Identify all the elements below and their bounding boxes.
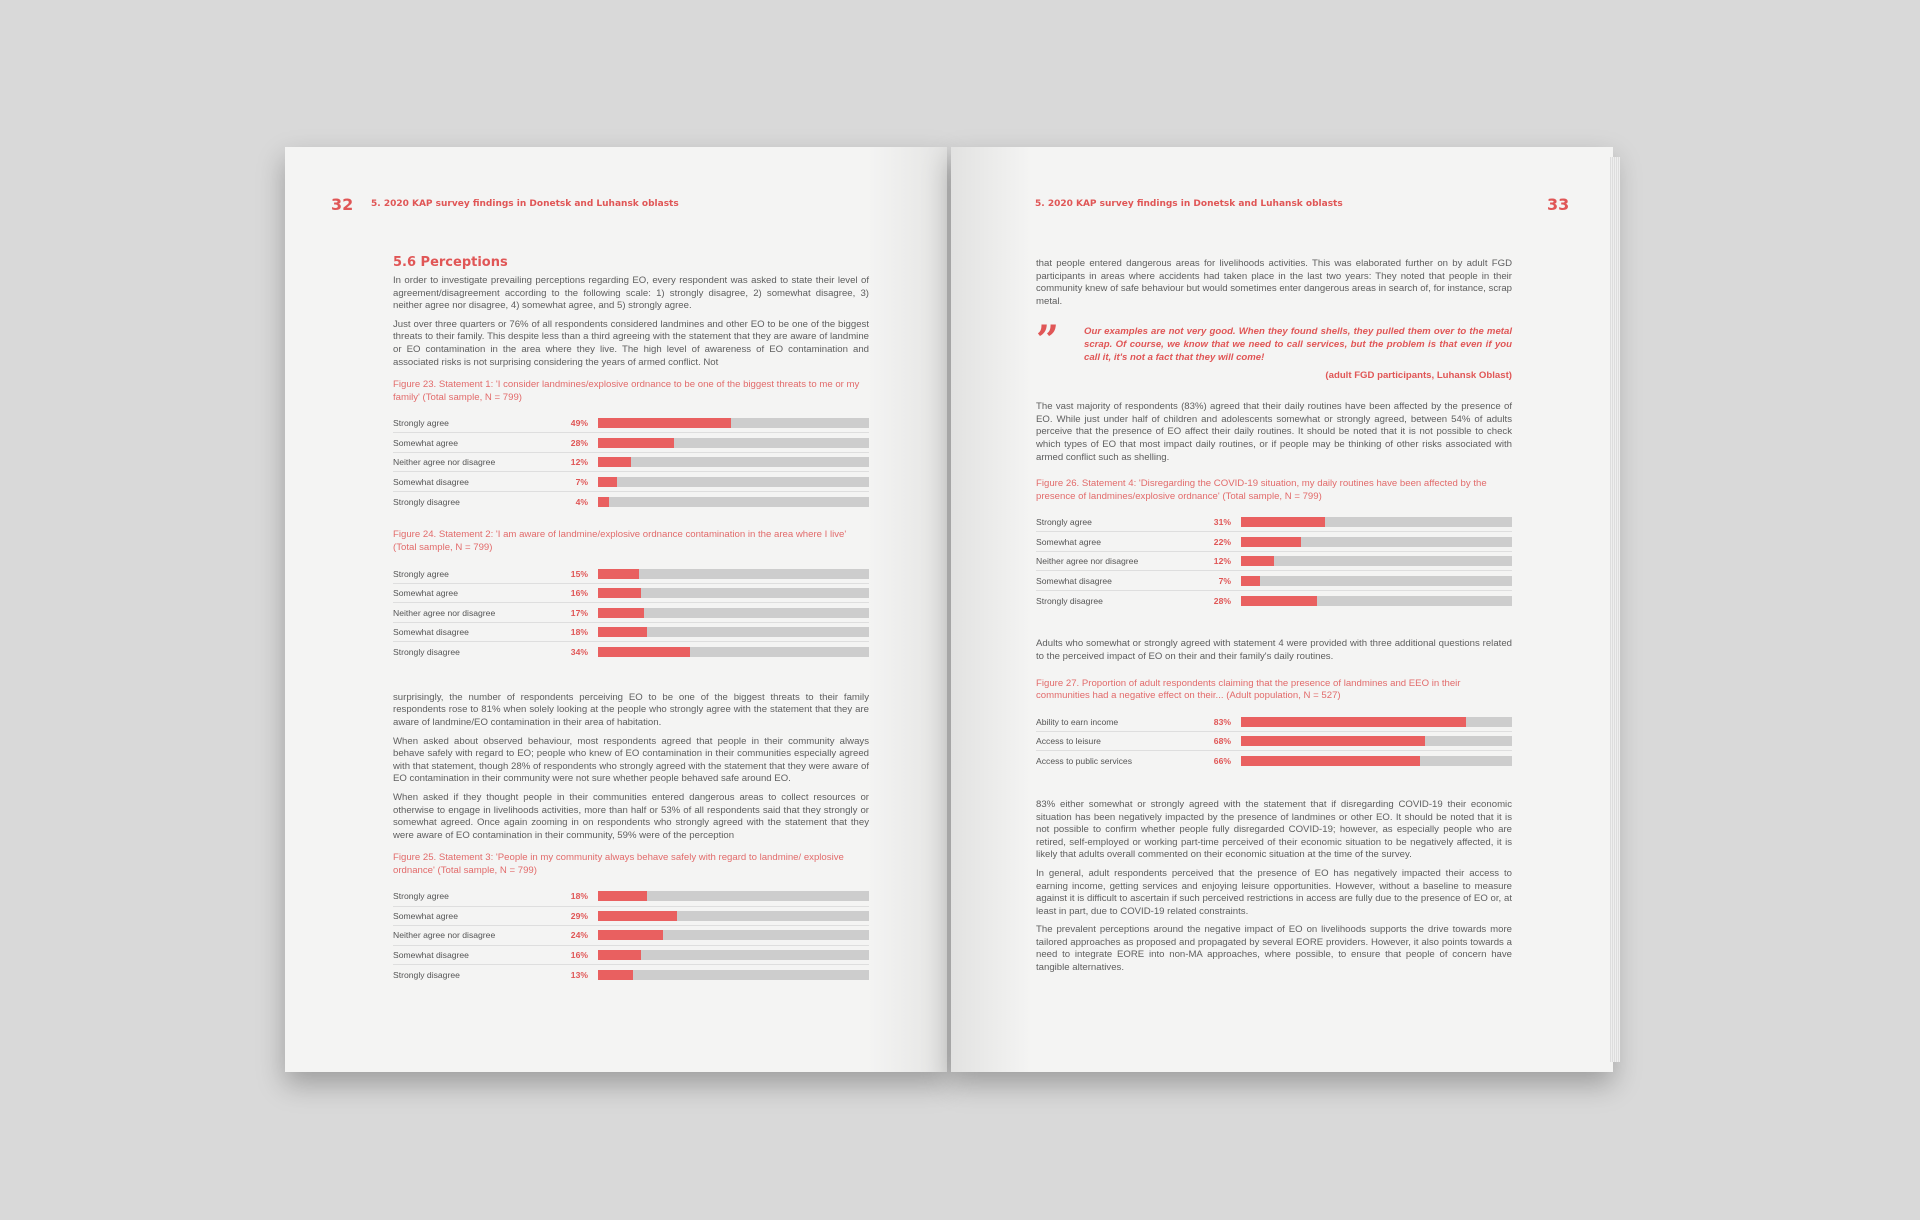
bar-label: Strongly agree [393,568,449,579]
bar-row [393,603,869,623]
bar-row [393,946,869,966]
bar-value-label: 13% [570,969,588,980]
left-content [393,255,869,999]
bar [598,891,647,901]
bar-label: Somewhat disagree [393,627,469,638]
bar-label: Somewhat disagree [393,949,469,960]
bar [598,627,647,637]
bar-label: Neither agree nor disagree [1036,556,1139,567]
open-booklet [285,147,1630,1077]
quote-source: (adult FGD participants, Luhansk Oblast) [1325,370,1512,382]
quote-text: Our examples are not very good. When they found shells, they pulled them over to the metal scrap. Of course, we know that we need to call services, but the problem is that even if you call it, it's not a fact that they will come! [1084,326,1512,363]
bar-value-label: 7% [1218,575,1231,586]
figure-caption: Figure 26. Statement 4: 'Disregarding the COVID-19 situation, my daily routines have been affected by the presence of landmines/explosive ordnance' (Total sample, N = 799) [1036,478,1487,502]
bar [598,438,674,448]
bar-value-label: 4% [575,496,588,507]
bar-chart [393,564,869,662]
bar-track [598,608,869,618]
bar-label: Neither agree nor disagree [393,607,496,618]
body-paragraph: In order to investigate prevailing perceptions regarding EO, every respondent was asked to state their level of agreement/disagreement according to the following scale: 1) strongly disagree, 2) somewhat disagree, 3) neither agree nor disagree, 4) somewhat agree, and 5) strongly agree. [393,275,869,312]
bar-track [598,911,869,921]
bar-track [1241,717,1512,727]
bar-row [393,472,869,492]
bar-label: Somewhat agree [1036,536,1101,547]
body-paragraph: surprisingly, the number of respondents perceiving EO to be one of the biggest threats to their family respondents rose to 81% when solely looking at the people who strongly agree with the statement that they are aware of landmine/EO contamination in their area of habitation. [393,691,869,728]
bar-row [1036,571,1512,591]
bar [1241,556,1274,566]
bar-row [393,453,869,473]
bar-label: Strongly agree [393,418,449,429]
body-paragraph: The prevalent perceptions around the negative impact of EO on livelihoods supports the drive towards more tailored approaches as proposed and propagated by several EORE providers. However, it also points towards a need to integrate EORE into non-MA approaches, where possible, to ensure that people of concern have tangible alternatives. [1036,924,1512,974]
bar-value-label: 83% [1213,716,1231,727]
section-title: 5.6 Perceptions [393,255,508,270]
bar [598,930,663,940]
bar-label: Neither agree nor disagree [393,457,496,468]
pull-quote [1036,317,1512,382]
bar-chart [1036,513,1512,611]
bar [1241,537,1301,547]
bar-value-label: 22% [1213,536,1231,547]
bar-track [598,970,869,980]
bar [598,647,690,657]
bar-row [393,907,869,927]
bar [1241,756,1420,766]
bar-label: Strongly disagree [393,969,460,980]
bar-value-label: 7% [575,476,588,487]
bar [598,608,644,618]
bar-value-label: 12% [1213,556,1231,567]
bar-label: Neither agree nor disagree [393,930,496,941]
bar-row [1036,513,1512,533]
body-paragraph: that people entered dangerous areas for livelihoods activities. This was elaborated further on by adult FGD participants in areas where accidents had taken place in the last two years: They noted that people in their community knew of safe behaviour but would sometimes enter dangerous areas in search of, for instance, scrap metal. [1036,258,1512,307]
bar-track [1241,576,1512,586]
bar-row [393,584,869,604]
bar-value-label: 15% [570,568,588,579]
bar [598,588,641,598]
bar-row [393,642,869,662]
running-head: 5. 2020 KAP survey findings in Donetsk and Luhansk oblasts [371,199,679,209]
bar-label: Access to public services [1036,756,1132,767]
right-content [1036,258,1512,981]
bar-value-label: 16% [570,949,588,960]
bar-track [598,569,869,579]
bar [1241,596,1317,606]
page-edge [1610,157,1620,1062]
bar-track [598,438,869,448]
bar-label: Somewhat disagree [1036,575,1112,586]
bar-row [393,414,869,434]
bar-value-label: 29% [570,910,588,921]
bar-track [598,950,869,960]
figure-caption: Figure 24. Statement 2: 'I am aware of landmine/explosive ordnance contamination in the area where I live' (Total sample, N = 799) [393,529,847,553]
bar-track [1241,736,1512,746]
bar-track [598,457,869,467]
body-paragraph: The vast majority of respondents (83%) agreed that their daily routines have been affected by the presence of EO. While just under half of children and adolescents somewhat or strongly agreed, between 54% of adults perceive that the presence of EO affect their daily routines. It should be noted that it is not possible to check which types of EO that most impact daily routines, or if people may be thinking of other risks associated with armed conflict such as shelling. [1036,401,1512,463]
bar [598,477,617,487]
bar-row [1036,712,1512,732]
bar-label: Strongly disagree [393,496,460,507]
bar-label: Access to leisure [1036,736,1101,747]
bar-row [393,965,869,985]
bar-row [393,926,869,946]
bar-value-label: 28% [1213,595,1231,606]
bar-value-label: 68% [1213,736,1231,747]
quote-mark-icon: ” [1036,317,1060,365]
bar [598,970,633,980]
bar-label: Strongly disagree [1036,595,1103,606]
bar-chart [393,414,869,512]
bar [598,497,609,507]
figure-caption: Figure 27. Proportion of adult respondents claiming that the presence of landmines and EEO in their communities had a negative effect on their... (Adult population, N = 527) [1036,677,1461,702]
bar-chart [1036,712,1512,771]
bar-track [598,891,869,901]
bar [1241,717,1466,727]
bar-row [393,623,869,643]
bar-row [1036,751,1512,771]
bar [598,911,677,921]
bar [1241,576,1260,586]
bar-track [598,588,869,598]
bar-row [1036,732,1512,752]
bar-value-label: 49% [570,418,588,429]
bar-track [598,627,869,637]
bar-row [393,887,869,907]
bar-label: Somewhat agree [393,588,458,599]
bar-value-label: 12% [570,457,588,468]
bar-value-label: 24% [570,930,588,941]
bar-track [598,930,869,940]
bar [1241,517,1325,527]
bar [598,418,731,428]
bar-label: Strongly disagree [393,647,460,658]
bar [598,457,631,467]
bar-value-label: 28% [570,437,588,448]
bar-value-label: 66% [1213,756,1231,767]
body-paragraph: When asked about observed behaviour, most respondents agreed that people in their community always behave safely with regard to EO; people who knew of EO contamination in their communities especially agreed with that statement, though 28% of respondents who strongly agreed with the statement that they were aware of EO contamination in their community were not sure whether people behaved safe around EO. [393,735,869,785]
bar-track [1241,556,1512,566]
body-paragraph: When asked if they thought people in their communities entered dangerous areas to collect resources or otherwise to engage in livelihoods activities, more than half or 53% of all respondents said that they strongly or somewhat agreed. Once again zooming in on respondents who strongly agreed with the statement that they were aware of EO contamination in their community, 59% were of the perception [393,791,869,841]
bar-track [1241,537,1512,547]
bar-label: Ability to earn income [1036,716,1119,727]
bar-value-label: 16% [570,588,588,599]
bar-value-label: 31% [1213,517,1231,528]
body-paragraph: 83% either somewhat or strongly agreed with the statement that if disregarding COVID-19 their economic situation has been negatively impacted by the presence of landmines or other EO. It should be noted that it is not possible to confirm whether people fully disregarded COVID-19; however, as especially people who are retired, self-employed or working part-time perceived of their economic situation to be negatively affected, it is likely that adults overall commented on their economic situation at the time of the survey. [1036,798,1512,861]
bar-label: Strongly agree [393,891,449,902]
bar-chart [393,887,869,985]
bar-value-label: 18% [570,891,588,902]
bar-row [393,433,869,453]
bar-label: Somewhat agree [393,437,458,448]
page-number: 32 [331,195,354,214]
figure-caption: Figure 25. Statement 3: 'People in my community always behave safely with regard to landmine/ explosive ordnance' (Total sample, N = 799) [393,852,844,876]
right-page [951,147,1613,1072]
bar-value-label: 17% [570,607,588,618]
bar [598,569,639,579]
bar-row [393,564,869,584]
bar-row [1036,591,1512,611]
bar [598,950,641,960]
bar-track [598,418,869,428]
bar-row [1036,532,1512,552]
bar-label: Somewhat agree [393,910,458,921]
bar-track [598,497,869,507]
bar [1241,736,1425,746]
figure-caption: Figure 23. Statement 1: 'I consider landmines/explosive ordnance to be one of the biggest threats to me or my family' (Total sample, N = 799) [393,379,860,403]
bar-track [1241,596,1512,606]
bar-track [1241,756,1512,766]
bar-label: Strongly agree [1036,517,1092,528]
bar-value-label: 18% [570,627,588,638]
bar-row [393,492,869,512]
bar-track [1241,517,1512,527]
body-paragraph: Just over three quarters or 76% of all respondents considered landmines and other EO to be one of the biggest threats to their family. This despite less than a third agreeing with the statement that they are aware of landmine or EO contamination in the area where they live. The high level of awareness of EO contamination and associated risks is not surprising considering the years of armed conflict. Not [393,318,869,368]
bar-value-label: 34% [570,647,588,658]
body-paragraph: Adults who somewhat or strongly agreed with statement 4 were provided with three additional questions related to the perceived impact of EO on their and their family's daily routines. [1036,638,1512,663]
body-paragraph: In general, adult respondents perceived that the presence of EO has negatively impacted their access to earning income, getting services and enjoying leisure opportunities. However, without a baseline to measure against it is difficult to ascertain if such perceived restrictions in access are fully due to the presence of EO or, at least in part, due to COVID-19 related constraints. [1036,867,1512,917]
bar-label: Somewhat disagree [393,476,469,487]
page-number: 33 [1547,195,1570,214]
bar-track [598,647,869,657]
left-page [285,147,947,1072]
bar-track [598,477,869,487]
running-head: 5. 2020 KAP survey findings in Donetsk and Luhansk oblasts [1035,199,1343,209]
bar-row [1036,552,1512,572]
